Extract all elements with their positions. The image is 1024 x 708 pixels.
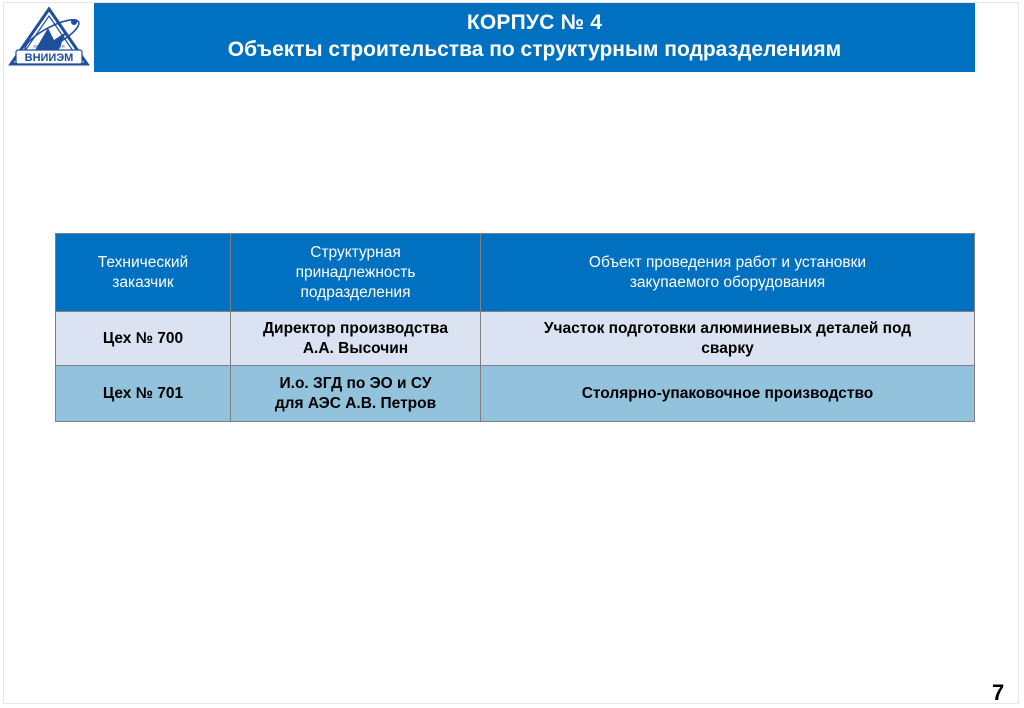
header-object: Объект проведения работ и установки закупаемого оборудования bbox=[481, 234, 975, 312]
page-title: КОРПУС № 4 bbox=[466, 11, 603, 34]
table-row bbox=[56, 366, 975, 422]
logo-text: ВНИИЭМ bbox=[24, 52, 74, 64]
cell-customer: Цех № 701 bbox=[56, 366, 231, 422]
cell-affiliation: Директор производства А.А. Высочин bbox=[231, 312, 481, 366]
header-affiliation: Структурная принадлежность подразделения bbox=[231, 234, 481, 312]
objects-table bbox=[55, 233, 975, 422]
page-subtitle: Объекты строительства по структурным подразделениям bbox=[227, 38, 842, 61]
cell-object: Участок подготовки алюминиевых деталей под сварку bbox=[481, 312, 975, 366]
table-row bbox=[56, 312, 975, 366]
cell-customer: Цех № 700 bbox=[56, 312, 231, 366]
table-header-row bbox=[56, 234, 975, 312]
title-banner bbox=[94, 3, 975, 72]
vniiem-logo-icon bbox=[8, 6, 90, 72]
header-customer: Технический заказчик bbox=[56, 234, 231, 312]
logo-arc-text: КОРПОРАЦИЯ bbox=[33, 44, 65, 49]
cell-object: Столярно-упаковочное производство bbox=[481, 366, 975, 422]
page-number: 7 bbox=[992, 680, 1005, 705]
cell-affiliation: И.о. ЗГД по ЭО и СУ для АЭС А.В. Петров bbox=[231, 366, 481, 422]
